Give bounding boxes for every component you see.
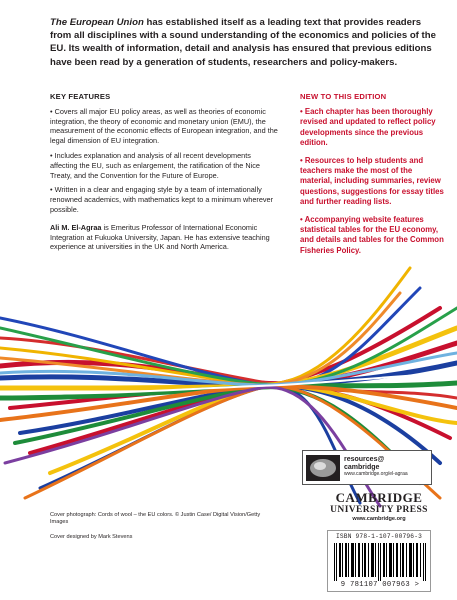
isbn-label: ISBN 978-1-107-00796-3 xyxy=(335,533,423,540)
new-edition-item-1: • Each chapter has been thoroughly revised and updated to reflect policy developments since the previous edition. xyxy=(300,107,436,147)
new-edition-heading: NEW TO THIS EDITION xyxy=(300,92,387,101)
resources-url: www.cambridge.org/el-agraa xyxy=(344,471,408,478)
new-edition-column xyxy=(300,92,445,264)
resources-text xyxy=(344,456,408,478)
key-features-column xyxy=(50,92,278,252)
intro-text: has established itself as a leading text that provides readers from all disciplines with a sound understanding of the economics and policies of the EU. Its wealth of information, detail and analysis has ensured that previous editions have been read by a generation of students, researchers and policy-makers. xyxy=(50,17,436,68)
design-credit: Cover designed by Mark Stevens xyxy=(50,534,133,540)
resources-badge xyxy=(302,450,432,485)
resources-line2: cambridge xyxy=(344,463,380,471)
new-edition-item-2: • Resources to help students and teachers make the most of the material, including summaries, review questions, suggestions for essay titles and further reading lists. xyxy=(300,156,444,206)
author-bio-text: is Emeritus Professor of International Economic Integration at Fukuoka University, Japan. He has extensive teaching experience at universities in the UK and North America. xyxy=(50,222,270,252)
publisher-name: CAMBRIDGE xyxy=(335,490,423,505)
barcode-icon xyxy=(334,543,426,581)
feature-item-2: • Includes explanation and analysis of all recent developments affecting the EU, such as enlargement, the ratification of the Nice Treaty, and the Convention for the Future of Europe. xyxy=(50,150,260,180)
resources-line1: resources@ xyxy=(344,456,385,464)
isbn-barcode-box xyxy=(327,530,431,592)
photo-credit: Cover photograph: Cords of wool – the EU colors. © Justin Case/ Digital Vision/Getty Images xyxy=(50,512,261,526)
book-title-inline: The European Union xyxy=(50,17,144,28)
author-name: Ali M. El-Agraa xyxy=(50,222,102,232)
publisher-press: UNIVERSITY PRESS xyxy=(330,505,428,515)
publisher-url: www.cambridge.org xyxy=(352,516,406,522)
publisher-logo xyxy=(324,490,434,522)
key-features-heading: KEY FEATURES xyxy=(50,92,111,101)
resources-logo-icon xyxy=(306,455,340,481)
intro-paragraph xyxy=(50,16,442,69)
barcode-digits: 9 781107 007963 > xyxy=(340,581,420,589)
feature-item-1: • Covers all major EU policy areas, as well as theories of economic integration, the theory of economic and monetary union (EMU), the measurement of the economic effects of European integration, and the legal dimension of EU integration. xyxy=(50,106,278,146)
feature-item-3: • Written in a clear and engaging style by a team of internationally renowned academics, with mathematics kept to a minimum wherever possible. xyxy=(50,185,274,214)
new-edition-item-3: • Accompanying website features statistical tables for the EU economy, and details and tables for the Common Fisheries Policy. xyxy=(300,215,444,255)
